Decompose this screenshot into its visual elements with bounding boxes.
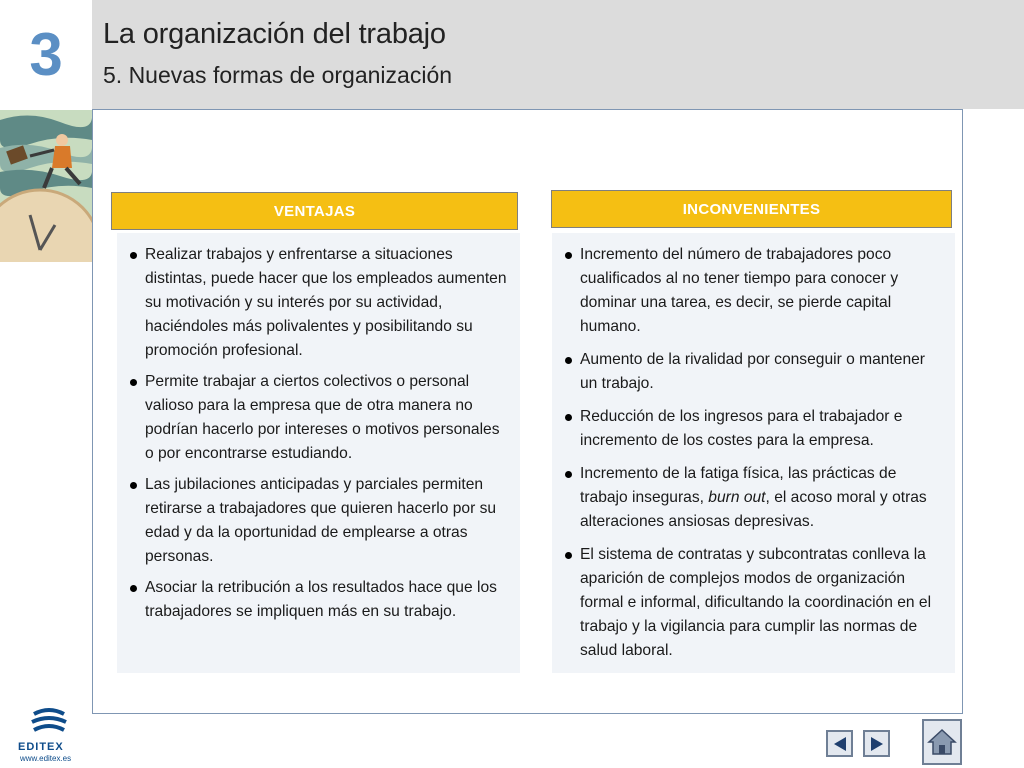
list-item bbox=[564, 462, 943, 534]
list-item: Asociar la retribución a los resultados hace que los trabajadores se impliquen más en su trabajo. bbox=[129, 576, 508, 624]
list-item: Aumento de la rivalidad por conseguir o mantener un trabajo. bbox=[564, 348, 943, 396]
header-band bbox=[92, 0, 1024, 109]
triangle-left-icon bbox=[831, 735, 849, 753]
list-item-text-after: , el acoso moral y otras alteraciones ansiosas depresivas. bbox=[580, 489, 927, 530]
inconvenientes-list bbox=[564, 243, 943, 663]
list-item: Permite trabajar a ciertos colectivos o personal valioso para la empresa que de otra manera no podrían hacerlo por intereses o motivos personales o por encontrarse estudiando. bbox=[129, 370, 508, 466]
list-item: Las jubilaciones anticipadas y parciales permiten retirarse a trabajadores que quieren hacerlo por su edad y da la oportunidad de emplearse a otras personas. bbox=[129, 473, 508, 569]
list-item-emphasis: burn out bbox=[708, 489, 766, 506]
list-item-text-before: Incremento de la fatiga física, las prácticas de trabajo inseguras, bbox=[580, 465, 897, 506]
list-item: Realizar trabajos y enfrentarse a situaciones distintas, puede hacer que los empleados aumenten su motivación y su interés por su actividad, haciéndoles más polivalentes y posibilitando su promoción profesional. bbox=[129, 243, 508, 363]
editex-logo-mark-icon bbox=[14, 706, 84, 740]
home-icon bbox=[927, 727, 957, 757]
brand-name: EDITEX bbox=[18, 741, 64, 753]
list-item: Reducción de los ingresos para el trabajador e incremento de los costes para la empresa. bbox=[564, 405, 943, 453]
list-item: Incremento del número de trabajadores poco cualificados al no tener tiempo para conocer y dominar una tarea, es decir, se pierde capital humano. bbox=[564, 243, 943, 339]
inconvenientes-panel bbox=[552, 233, 955, 673]
list-item: El sistema de contratas y subcontratas conlleva la aparición de complejos modos de organización formal e informal, dificultando la coordinación en el trabajo y la vigilancia para cumplir las normas de salud laboral. bbox=[564, 543, 943, 663]
decorative-illustration bbox=[0, 110, 92, 262]
next-slide-button[interactable] bbox=[863, 730, 890, 757]
ventajas-list bbox=[129, 243, 508, 624]
page-title: La organización del trabajo bbox=[103, 18, 446, 50]
previous-slide-button[interactable] bbox=[826, 730, 853, 757]
ventajas-panel bbox=[117, 233, 520, 673]
home-button[interactable] bbox=[922, 719, 962, 765]
chapter-number: 3 bbox=[29, 21, 63, 88]
page-subtitle: 5. Nuevas formas de organización bbox=[103, 62, 453, 88]
brand-url[interactable]: www.editex.es bbox=[20, 754, 72, 763]
ventajas-heading: VENTAJAS bbox=[111, 192, 518, 230]
inconvenientes-heading: INCONVENIENTES bbox=[551, 190, 952, 228]
triangle-right-icon bbox=[868, 735, 886, 753]
